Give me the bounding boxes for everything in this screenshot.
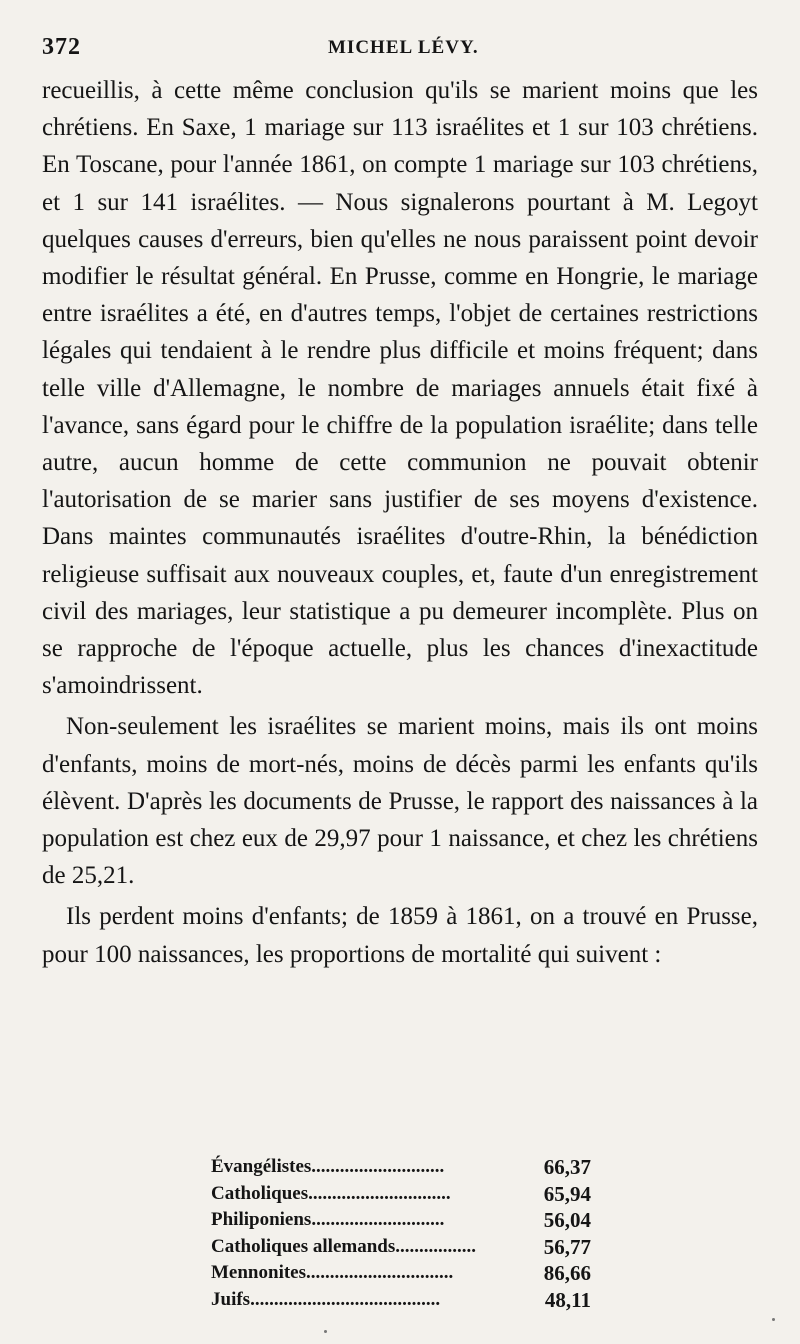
row-value: 86,66 [543,1261,591,1285]
row-value: 56,77 [543,1234,591,1259]
row-label: Juifs........................................ [211,1288,441,1310]
row-label: Mennonites............................... [211,1262,454,1283]
row-label: Catholiques.............................. [211,1182,451,1204]
running-head [42,34,758,66]
row-label: Philiponiens............................ [211,1209,445,1230]
row-value: 65,94 [543,1181,591,1206]
table-row [211,1207,591,1234]
row-label: Catholiques allemands................. [211,1235,476,1257]
mortality-table [211,1154,591,1313]
running-title: MICHEL LÉVY. [328,37,479,58]
paragraph-1: recueillis, à cette même conclusion qu'ils se marient moins que les chrétiens. En Saxe, 1 mariage sur 113 israélites et 1 sur 103 chrétiens. En Toscane, pour l'année 1861, on compte 1 mariage sur 103 chrétiens, et 1 sur 141 israélites. — Nous signalerons pourtant à M. Legoyt quelques causes d'erreurs, bien qu'elles ne nous paraissent point devoir modifier le résultat général. En Prusse, comme en Hongrie, le mariage entre israélites a été, en d'autres temps, l'objet de certaines restrictions légales qui tendaient à le rendre plus difficile et moins fréquent; dans telle ville d'Allemagne, le nombre de mariages annuels était fixé à l'avance, sans égard pour le chiffre de la population israélite; dans telle autre, aucun homme de cette communion ne pouvait obtenir l'autorisation de se marier sans justifier de ses moyens d'existence. Dans maintes communautés israélites d'outre-Rhin, la bénédiction religieuse suffisait aux nouveaux couples, et, faute d'un enregistrement civil des mariages, leur statistique a pu demeurer incomplète. Plus on se rapproche de l'époque actuelle, plus les chances d'inexactitude s'amoindrissent. [42,77,758,700]
paper-speck [772,1318,775,1321]
table-row [211,1234,591,1261]
body-text [42,72,758,973]
row-label: Évangélistes............................ [211,1156,445,1177]
paper-speck [324,1330,327,1333]
table-row [211,1287,591,1314]
row-value: 56,04 [543,1208,591,1232]
page-number: 372 [42,34,81,60]
paragraph-2: Non-seulement les israélites se marient moins, mais ils ont moins d'enfants, moins de mort-nés, moins de décès parmi les enfants qu'ils élèvent. D'après les documents de Prusse, le rapport des naissances à la population est chez eux de 29,97 pour 1 naissance, et chez les chrétiens de 25,21. [42,713,758,890]
table-row [211,1154,591,1181]
table-row [211,1181,591,1208]
paragraph-3: Ils perdent moins d'enfants; de 1859 à 1861, on a trouvé en Prusse, pour 100 naissances, les proportions de mortalité qui suivent : [42,903,758,968]
row-value: 48,11 [544,1287,591,1312]
table-row [211,1260,591,1287]
row-value: 66,37 [543,1155,591,1179]
